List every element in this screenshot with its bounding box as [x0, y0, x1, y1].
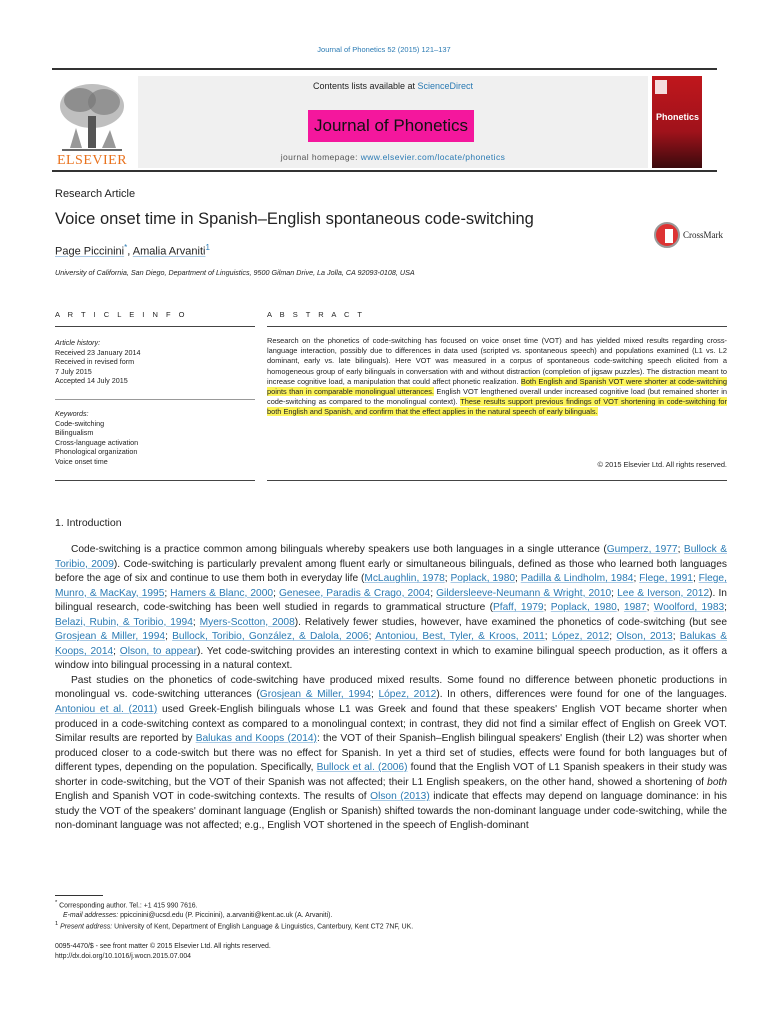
article-info-heading: A R T I C L E I N F O [55, 310, 188, 319]
text-run: ; [672, 631, 680, 643]
doi-link[interactable]: http://dx.doi.org/10.1016/j.wocn.2015.07.004 [55, 952, 191, 960]
journal-citation[interactable]: Journal of Phonetics 52 (2015) 121–137 [317, 45, 451, 54]
present-address: University of Kent, Department of English Language & Linguistics, Canterbury, Kent CT2 7NF, UK. [112, 923, 414, 931]
footnotes [55, 899, 413, 932]
citation-link[interactable]: López, 2012 [378, 689, 437, 701]
citation-link[interactable]: Poplack, 1980 [450, 573, 516, 585]
author-link-piccinini[interactable]: Page Piccinini [55, 245, 125, 258]
article-history [55, 338, 141, 386]
citation-link[interactable]: Genesee, Paradis & Crago, 2004 [279, 587, 431, 599]
keyword-item: Phonological organization [55, 447, 138, 457]
citation-link[interactable]: Gumperz, 1977 [606, 544, 678, 555]
keyword-item: Bilingualism [55, 428, 94, 438]
citation-link[interactable]: Antoniou et al. (2011) [55, 704, 158, 716]
journal-homepage [138, 152, 648, 162]
text-run: ). In others, differences were found for one of the languages. [436, 689, 727, 701]
citation-link[interactable]: Grosjean & Miller, 1994 [259, 689, 372, 701]
keywords-label: Keywords: [55, 409, 89, 418]
text-run: ). Code-switching is particularly prevalent among fluent early or simultaneous bilinguals, defined as those who learned both languages before the age of six and continue to use them both in everyday life ( [55, 558, 727, 585]
article-title: Voice onset time in Spanish–English spontaneous code-switching [55, 210, 534, 228]
keyword-item: Code-switching [55, 418, 105, 428]
citation-link[interactable]: Padilla & Lindholm, 1984 [520, 573, 634, 585]
crossmark-icon [654, 222, 680, 248]
citation-link[interactable]: 1987 [623, 602, 647, 614]
author-link-arvaniti[interactable]: Amalia Arvaniti [132, 245, 206, 258]
text-run: indicate that effects may depend on language dominance: in his study the VOT of the speakers' dominant language (English or Spanish) shifted towards the non-dominant language under code-switching, while the non-dominant language was not affected; e.g., English VOT shortened in the speech of English-dominant [55, 791, 727, 832]
keywords-rule [55, 480, 255, 481]
history-item: 7 July 2015 [55, 366, 92, 376]
homepage-link[interactable]: www.elsevier.com/locate/phonetics [360, 152, 506, 162]
abstract-bottom-rule [267, 480, 727, 481]
text-run: ; [113, 645, 120, 657]
citation-link[interactable]: McLaughlin, 1978 [364, 573, 445, 585]
abstract-copyright: © 2015 Elsevier Ltd. All rights reserved. [597, 460, 727, 469]
emphasis: both [707, 776, 727, 788]
issn-line: 0095-4470/$ - see front matter © 2015 Elsevier Ltd. All rights reserved. [55, 943, 271, 950]
history-item: Received 23 January 2014 [55, 347, 141, 357]
keyword-item: Voice onset time [55, 456, 108, 466]
text-run: used Greek-English bilinguals whose L1 was Greek and found that these speakers' English VOT became shorter when produced in a code-switching context as compared to a monolingual context; in contrast, they did not find a similar effect of English on Greek VOT. Similar results are reported by [55, 704, 728, 745]
abstract-part: English VOT lengthened overall under increased cognitive load (but remained shorter in code-switching as compared to the monolingual context). [267, 387, 727, 407]
text-run: ; [165, 631, 173, 643]
footnote-star: * [55, 900, 58, 906]
text-run: ; [724, 602, 727, 614]
abstract-text [267, 336, 727, 418]
cover-logo-icon [655, 80, 667, 94]
keywords [55, 409, 138, 467]
contents-prefix: Contents lists available at [312, 81, 418, 91]
text-run: ; [692, 573, 699, 585]
text-run: ; [430, 587, 437, 599]
article-type: Research Article [55, 188, 136, 200]
journal-title: Journal of Phonetics [308, 110, 474, 142]
text-run: ; [371, 689, 379, 701]
contents-line [138, 81, 648, 91]
crossmark-badge[interactable] [654, 222, 726, 250]
present-address-label: Present address: [60, 923, 113, 931]
text-run: ; [633, 573, 640, 585]
citation-link[interactable]: Bullock et al. (2006) [316, 762, 408, 774]
text-run: found that the English VOT of L1 Spanish speakers in their study was shorter in code-switching, but the VOT of their Spanish was not affected; their L1 English speakers, on the other hand, showed a shortening of [55, 762, 727, 788]
text-run: ; [273, 587, 279, 599]
journal-cover-image [652, 76, 702, 168]
author-footnote-mark[interactable]: 1 [205, 243, 210, 252]
citation-link[interactable]: Bullock & Toribio, 2009 [55, 544, 728, 570]
author-list [55, 243, 210, 258]
email-addresses[interactable]: ppiccinini@ucsd.edu (P. Piccinini), a.arvaniti@kent.ac.uk (A. Arvaniti). [118, 911, 333, 919]
text-run: ; [368, 631, 376, 643]
footnote-one: 1 [55, 921, 59, 928]
citation-link[interactable]: Antoniou, Best, Tyler, & Kroos, 2011 [375, 631, 545, 643]
affiliation: University of California, San Diego, Department of Linguistics, 9500 Gilman Drive, La Jolla, CA 92093-0108, USA [55, 268, 415, 277]
text-run: ). Relatively fewer studies, however, have examined the phonetics of code-switching (but see [294, 616, 727, 628]
text-run: ; [444, 573, 451, 585]
homepage-label: journal homepage: [280, 152, 361, 162]
article-info-rule [55, 326, 255, 327]
publisher-name: ELSEVIER [56, 153, 128, 168]
journal-masthead [52, 68, 717, 174]
citation-link[interactable]: Grosjean & Miller, 1994 [55, 631, 166, 643]
abstract-highlight[interactable]: Both English and Spanish VOT were shorter at code-switching points than in comparable monolingual utterances. [267, 376, 727, 397]
citation-link[interactable]: Flege, 1991 [639, 573, 693, 585]
section-heading-introduction: 1. Introduction [55, 517, 122, 529]
author-separator: , [127, 245, 133, 258]
citation-link[interactable]: Flege, Munro, & MacKay, 1995 [55, 573, 727, 599]
citation-link[interactable]: Balukas & Koops, 2014 [55, 631, 728, 657]
text-run: ; [192, 616, 200, 628]
abstract-heading: A B S T R A C T [267, 310, 365, 319]
text-run: ; [677, 544, 684, 555]
history-label: Article history: [55, 338, 101, 347]
introduction-body [55, 543, 727, 834]
text-run: ; [611, 587, 618, 599]
text-run: ; [544, 631, 552, 643]
text-run: ; [646, 602, 654, 614]
history-item: Received in revised form [55, 357, 135, 367]
history-rule [55, 399, 255, 400]
text-run: ). Yet code-switching provides an interesting context in which to examine bilingual speech production, as it offers a window into bilingual processing in a natural context. [55, 645, 727, 672]
email-label: E-mail addresses: [63, 911, 119, 919]
crossmark-label: CrossMark [683, 230, 723, 240]
text-run: ). In bilingual research, code-switching has been well studied in regards to grammatical structure ( [55, 587, 727, 614]
abstract-highlight[interactable]: These results support previous findings of VOT shortening in code-switching for both English and Spanish, and confirm that the effect applies in the natural speech of early bilinguals. [267, 397, 727, 417]
citation-link[interactable]: Olson (2013) [370, 791, 430, 803]
paragraph [55, 543, 727, 674]
citation-link[interactable]: Bullock, Toribio, González, & Dalola, 2006 [172, 631, 369, 643]
keyword-item: Cross-language activation [55, 437, 139, 447]
corresponding-author-mark[interactable]: * [124, 243, 128, 252]
text-run: ; [164, 587, 171, 599]
citation-link[interactable]: Woolford, 1983 [653, 602, 725, 614]
text-run: Code-switching is a practice common among bilinguals whereby speakers use both languages in a single utterance ( [71, 544, 607, 555]
text-run: ; [515, 573, 521, 585]
footnote-rule [55, 895, 103, 896]
citation-link[interactable]: Belazi, Rubin, & Toribio, 1994 [55, 616, 193, 628]
sciencedirect-link[interactable]: ScienceDirect [417, 81, 474, 91]
abstract-rule [267, 326, 727, 327]
citation-link[interactable]: Poplack, 1980 [550, 602, 617, 614]
front-matter [55, 942, 271, 961]
text-run: Past studies on the phonetics of code-switching have produced mixed results. Some found no difference between phonetic productions in monolingual vs. code-switching utterances ( [55, 674, 727, 701]
text-run: : the VOT of their Spanish–English bilingual speakers' English (their L2) was shorter when produced closer to a code-switch but there was no effect for Spanish. In yet a third set of studies, effects were found for both languages but of different types, depending on the population. Specifically, [55, 733, 727, 774]
history-item: Accepted 14 July 2015 [55, 376, 128, 386]
paragraph [55, 674, 727, 834]
abstract-part: Research on the phonetics of code-switching has focused on voice onset time (VOT) and has yielded mixed results regarding cross-language interaction, possibly due to differences in data used (scripted vs. spontaneous speech) and populations examined (L1 vs. L2 dominant, early vs. late bilinguals). Here VOT was measured in a corpus of spontaneous code-switching speech elicited from a homogeneous group of early bilinguals in conversation with and without distraction (completion of jigsaw puzzles). The distraction meant to increase cognitive load, a manipulation that could affect phonetic realization. [267, 336, 727, 386]
corresponding-note: Corresponding author. Tel.: +1 415 990 7616. [57, 902, 198, 910]
citation-link[interactable]: Gildersleeve-Neumann & Wright, 2010 [436, 587, 612, 599]
citation-link[interactable]: Lee & Iverson, 2012 [617, 587, 710, 599]
citation-link[interactable]: Balukas and Koops (2014) [195, 733, 317, 745]
text-run: ; [543, 602, 551, 614]
citation-link[interactable]: Myers-Scotton, 2008 [199, 616, 295, 628]
cover-title: Phonetics [656, 112, 700, 122]
text-run: ; [609, 631, 617, 643]
citation-link[interactable]: Olson, 2013 [616, 631, 673, 643]
text-run: English and Spanish VOT in code-switching contexts. The results of [55, 791, 371, 803]
citation-link[interactable]: Hamers & Blanc, 2000 [170, 587, 274, 599]
masthead-rule [52, 170, 717, 172]
citation-link[interactable]: Olson, to appear [119, 645, 197, 657]
citation-link[interactable]: López, 2012 [551, 631, 610, 643]
text-run: , [616, 602, 624, 614]
citation-link[interactable]: Pfaff, 1979 [492, 602, 544, 614]
journal-header-band [138, 76, 648, 168]
